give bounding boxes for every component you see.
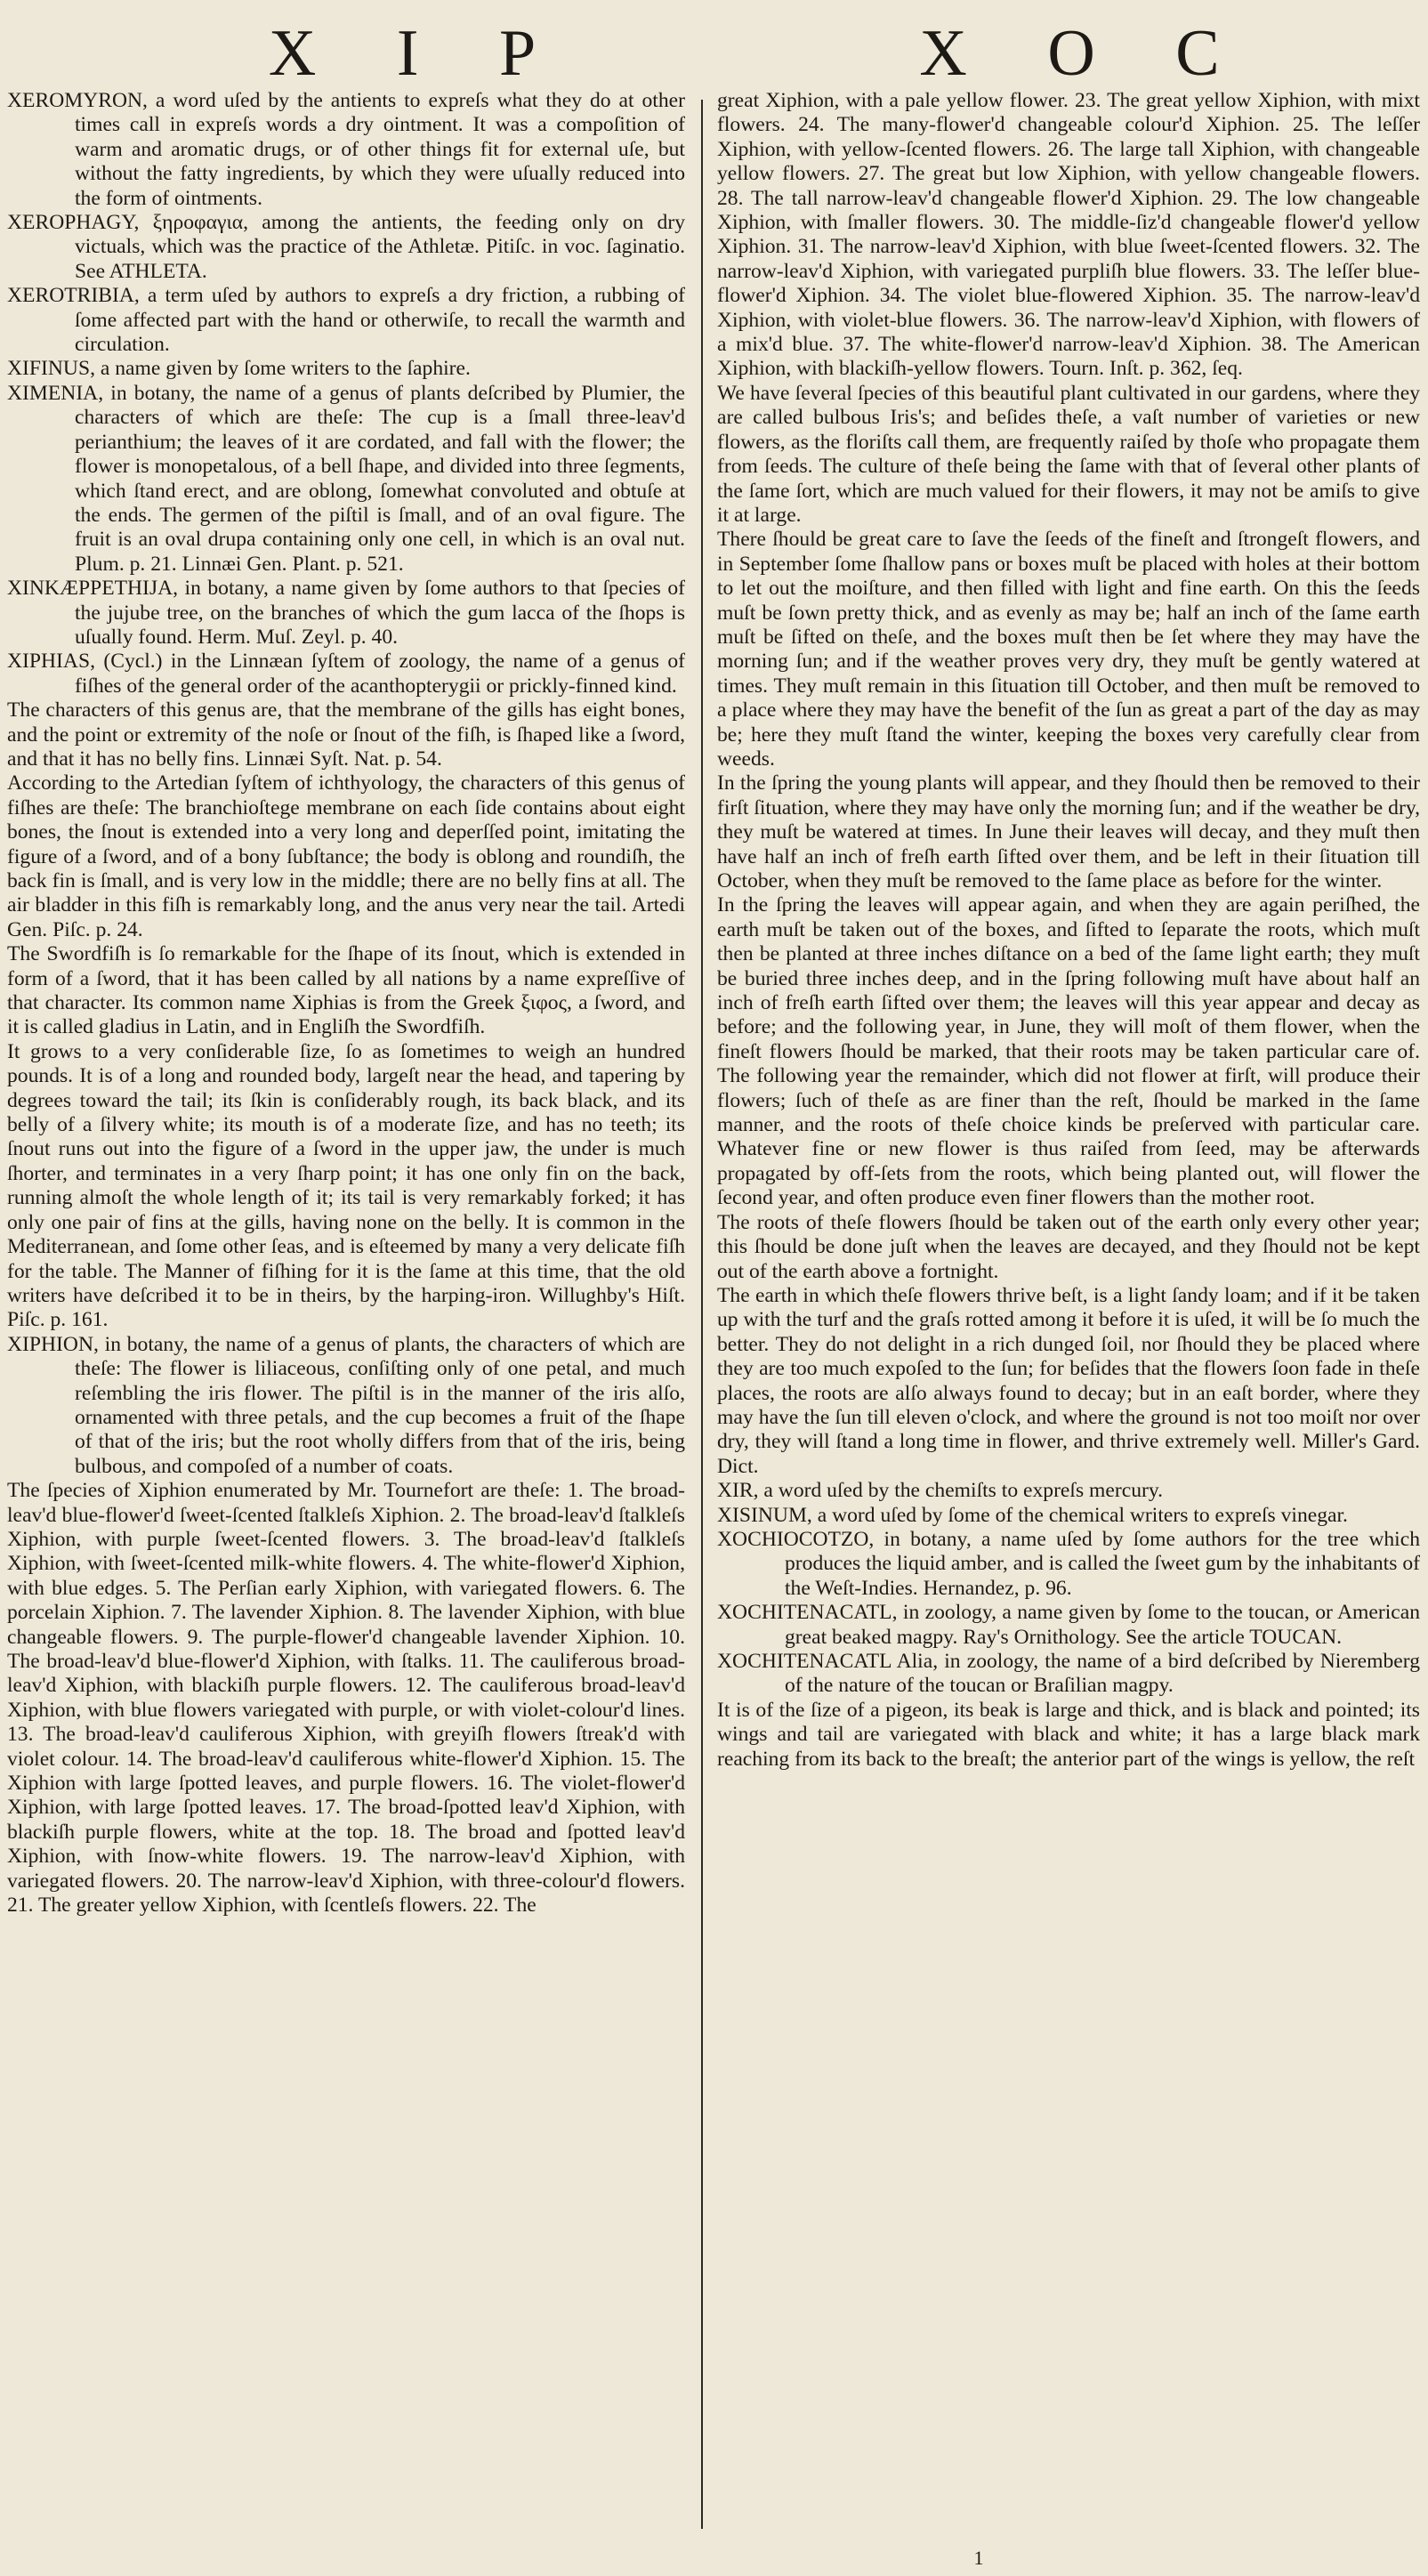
paragraph-soil: The earth in which theſe flowers thrive beſt, is a light ſandy loam; and if it be taken up with the turf and the graſs rotted among it before it is uſed, it will be ſo much the better. They do not delight in a rich dunged ſoil, nor ſhould they be placed where they are too much expoſed to the ſun; for beſides that the flowers ſoon fade in theſe places, the roots are alſo always found to decay; but in an eaſt border, where they may have the ſun till eleven o'clock, and where the ground is not too moiſt nor over dry, they will ſtand a long time in flower, and thrive extremely well. Miller's Gard. Dict.	[717, 1283, 1420, 1478]
paragraph-young-plants: In the ſpring the young plants will appear, and they ſhould then be removed to their firſt ſituation, where they may have only the morning ſun; and if the weather be dry, they muſt be watered at times. In June their leaves will decay, and they muſt then have half an inch of freſh earth ſifted over them, and be left in their ſituation till October, when they muſt be removed to the ſame place as before for the winter.	[717, 771, 1420, 892]
paragraph-lifting-roots: The roots of theſe flowers ſhould be taken out of the earth only every other year; this ſhould be done juſt when the leaves are decayed, and they ſhould not be kept out of the earth above a fortnight.	[717, 1210, 1420, 1283]
paragraph-xiphion-species-continued: great Xiphion, with a pale yellow flower. 23. The great yellow Xiphion, with mixt flowers. 24. The many-flower'd changeable colour'd Xiphion. 25. The leſſer Xiphion, with yellow-ſcented flowers. 26. The large tall Xiphion, with changeable yellow flowers. 27. The great but low Xiphion, with yellow changeable flowers. 28. The tall narrow-leav'd changeable flower'd Xiphion. 29. The low changeable Xiphion, with ſmaller flowers. 30. The middle-ſiz'd changeable flower'd yellow Xiphion. 31. The narrow-leav'd Xiphion, with blue ſweet-ſcented flowers. 32. The narrow-leav'd Xiphion, with variegated purpliſh blue flowers. 33. The leſſer blue-flower'd Xiphion. 34. The violet blue-flowered Xiphion. 35. The narrow-leav'd Xiphion, with violet-blue flowers. 36. The narrow-leav'd Xiphion, with flowers of a mix'd blue. 37. The white-flower'd narrow-leav'd Xiphion. 38. The American Xiphion, with blackiſh-yellow flowers. Tourn. Inſt. p. 362, ſeq.	[717, 89, 1420, 381]
column-divider	[701, 100, 703, 2529]
running-head-left: X I P	[268, 17, 569, 90]
paragraph-swordfish-description: It grows to a very conſiderable ſize, ſo as ſometimes to weigh an hundred pounds. It is of a long and rounded body, largeſt near the head, and tapering by degrees toward the tail; its ſkin is conſiderably rough, its back black, and its belly of a ſilvery white; its mouth is of a moderate ſize, and has no teeth; its ſnout runs out into the figure of a ſword in the upper jaw, the under is much ſhorter, and terminates in a very ſharp point; it has one only fin on the back, running almoſt the whole length of it; its tail is very remarkably forked; it has only one pair of fins at the gills, having none on the belly. It is common in the Mediterranean, and ſome other ſeas, and is eſteemed by many a very delicate fiſh for the table. The Manner of fiſhing for it is the ſame at this time, that the old writers have deſcribed it to be in theirs, by the harping-iron. Willughby's Hiſt. Piſc. p. 161.	[7, 1039, 685, 1332]
entry-ximenia: XIMENIA, in botany, the name of a genus of plants deſcribed by Plumier, the characters of which are theſe: The cup is a ſmall three-leav'd perianthium; the leaves of it are cordated, and fall with the flower; the flower is monopetalous, of a bell ſhape, and divided into three ſegments, which ſtand erect, and are oblong, ſomewhat convoluted and obtuſe at the ends. The germen of the piſtil is ſmall, and of an oval figure. The fruit is an oval drupa containing only one cell, in which is an oval nut. Plum. p. 21. Linnæi Gen. Plant. p. 521.	[7, 381, 685, 576]
paragraph-replanting: In the ſpring the leaves will appear again, and when they are again periſhed, the earth muſt be taken out of the boxes, and ſifted to ſeparate the roots, which muſt then be planted at three inches diſtance on a bed of the ſame light earth; they muſt be buried three inches deep, and in the ſpring following muſt have about half an inch of freſh earth ſifted over them; the leaves will this year appear and decay as before; and the following year, in June, they will moſt of them flower, when the fineſt flowers ſhould be marked, that their roots may be taken particular care of. The following year the remainder, which did not flower at firſt, will produce their flowers; ſuch of theſe as are finer than the reſt, ſhould be marked in the ſame manner, and the roots of theſe choice kinds be preſerved with particular care. Whatever fine or new flower is thus raiſed from ſeed, may be afterwards propagated by off-ſets from the roots, which being planted out, will flower the ſecond year, and often produce even finer flowers than the mother root.	[717, 893, 1420, 1210]
entry-xisinum: XISINUM, a word uſed by ſome of the chemical writers to expreſs vinegar.	[717, 1503, 1348, 1527]
paragraph-sowing-seeds: There ſhould be great care to ſave the ſeeds of the fineſt and ſtrongeſt flowers, and in September ſome ſhallow pans or boxes muſt be placed with holes at their bottom to let out the moiſture, and then filled with light and fine earth. On this the ſeeds muſt be ſown pretty thick, and as evenly as may be; half an inch of the ſame earth muſt be ſifted on theſe, and the boxes muſt then be ſet where they may have the morning ſun; and if the weather proves very dry, they muſt be gently watered at times. They muſt remain in this ſituation till October, and then muſt be removed to a place where they may have the benefit of the ſun as great a part of the day as may be; here they muſt ſtand the winter, keeping the boxes very carefully clear from weeds.	[717, 528, 1420, 771]
right-column	[717, 89, 1420, 2527]
paragraph-bird-description: It is of the ſize of a pigeon, its beak is large and thick, and is black and pointed; its wings and tail are variegated with black and white; it has a large black mark reaching from its back to the breaſt; the anterior part of the wings is yellow, the reſt	[717, 1698, 1420, 1771]
entry-xinkaeppethija: XINKÆPPETHIJA, in botany, a name given by ſome authors to that ſpecies of the jujube tree, on the branches of which the gum lacca of the ſhops is uſually found. Herm. Muſ. Zeyl. p. 40.	[7, 577, 685, 649]
left-column	[7, 89, 685, 2527]
entry-xiphias: XIPHIAS, (Cycl.) in the Linnæan ſyſtem of zoology, the name of a genus of fiſhes of the general order of the acanthopterygii or prickly-finned kind.	[7, 650, 685, 698]
entry-xochitenacatl-alia: XOCHITENACATL Alia, in zoology, the name of a bird deſcribed by Nieremberg of the nature of the toucan or Braſilian magpy.	[717, 1650, 1420, 1698]
paragraph-culture-intro: We have ſeveral ſpecies of this beautiful plant cultivated in our gardens, where they are called bulbous Iris's; and beſides theſe, a vaſt number of varieties or new flowers, as the floriſts call them, are frequently raiſed by thoſe who propagate them from ſeeds. The culture of theſe being the ſame with that of ſeveral other plants of the ſame ſort, which are much valued for their flowers, it may not be amiſs to give it at large.	[717, 381, 1420, 527]
entry-xerophagy: XEROPHAGY, ξηροφαγια, among the antients, the feeding only on dry victuals, which was the practice of the Athletæ. Pitiſc. in voc. ſaginatio. See ATHLETA.	[7, 211, 685, 283]
entry-xeromyron: XEROMYRON, a word uſed by the antients to expreſs what they do at other times call in expreſs words a dry ointment. It was a compoſition of warm and aromatic drugs, or of other things fit for external uſe, but without the fatty ingredients, by which they were uſually reduced into the form of ointments.	[7, 89, 685, 210]
entry-xerotribia: XEROTRIBIA, a term uſed by authors to expreſs a dry friction, a rubbing of ſome affected part with the hand or otherwiſe, to recall the warmth and circulation.	[7, 284, 685, 357]
entry-xochitenacatl: XOCHITENACATL, in zoology, a name given by ſome to the toucan, or American great beaked magpy. Ray's Ornithology. See the article TOUCAN.	[717, 1601, 1420, 1649]
paragraph-swordfish-name: The Swordfiſh is ſo remarkable for the ſhape of its ſnout, which is extended in form of a ſword, that it has been called by all nations by a name expreſſive of that character. Its common name Xiphias is from the Greek ξιφος, a ſword, and it is called gladius in Latin, and in Engliſh the Swordfiſh.	[7, 942, 685, 1039]
paragraph-xiphias-linnaean: The characters of this genus are, that the membrane of the gills has eight bones, and the point or extremity of the noſe or ſnout of the fiſh, is ſhaped like a ſword, and that it has no belly fins. Linnæi Syſt. Nat. p. 54.	[7, 699, 685, 771]
running-head-right: X O C	[919, 17, 1252, 90]
entry-xir: XIR, a word uſed by the chemiſts to expreſs mercury.	[717, 1479, 1164, 1503]
folio-number: 1	[973, 2547, 984, 2569]
entry-xiphion: XIPHION, in botany, the name of a genus of plants, the characters of which are theſe: The flower is liliaceous, conſiſting only of one petal, and much reſembling the iris flower. The piſtil is in the manner of the iris alſo, ornamented with three petals, and the cup becomes a fruit of the ſhape of that of the iris; but the root wholly differs from that of the iris, being bulbous, and compoſed of a number of coats.	[7, 1332, 685, 1478]
entry-xifinus: XIFINUS, a name given by ſome writers to the ſaphire.	[7, 357, 471, 381]
entry-xochiocotzo: XOCHIOCOTZO, in botany, a name uſed by ſome authors for the tree which produces the liquid amber, and is called the ſweet gum by the inhabitants of the Weſt-Indies. Hernandez, p. 96.	[717, 1527, 1420, 1600]
paragraph-xiphias-artedian: According to the Artedian ſyſtem of ichthyology, the characters of this genus of fiſhes are theſe: The branchioſtege membrane on each ſide contains about eight bones, the ſnout is extended into a very long and deperſſed point, imitating the figure of a ſword, and of a bony ſubſtance; the body is oblong and roundiſh, the back fin is ſmall, and is very low in the middle; there are no belly fins at all. The air bladder in this fiſh is remarkably long, and the anus very near the tail. Artedi Gen. Piſc. p. 24.	[7, 771, 685, 941]
paragraph-xiphion-species: The ſpecies of Xiphion enumerated by Mr. Tournefort are theſe: 1. The broad-leav'd blue-flower'd ſweet-ſcented ſtalkleſs Xiphion. 2. The broad-leav'd ſtalkleſs Xiphion, with purple ſweet-ſcented flowers. 3. The broad-leav'd ſtalkleſs Xiphion, with ſweet-ſcented milk-white flowers. 4. The white-flower'd Xiphion, with blue edges. 5. The Perſian early Xiphion, with variegated flowers. 6. The porcelain Xiphion. 7. The lavender Xiphion. 8. The lavender Xiphion, with blue changeable flowers. 9. The purple-flower'd changeable lavender Xiphion. 10. The broad-leav'd blue-flower'd Xiphion, with ſtalks. 11. The cauliferous broad-leav'd Xiphion, with blackiſh purple flowers. 12. The cauliferous broad-leav'd Xiphion, with blue flowers variegated with purple, or with violet-colour'd lines. 13. The broad-leav'd cauliferous Xiphion, with greyiſh flowers ſtreak'd with violet colour. 14. The broad-leav'd cauliferous white-flower'd Xiphion. 15. The Xiphion with large ſpotted leaves, and purple flowers. 16. The violet-flower'd Xiphion, with large ſpotted leaves. 17. The broad-ſpotted leav'd Xiphion, with blackiſh purple flowers, white at the top. 18. The broad and ſpotted leav'd Xiphion, with ſnow-white flowers. 19. The narrow-leav'd Xiphion, with variegated flowers. 20. The narrow-leav'd Xiphion, with three-colour'd flowers. 21. The greater yellow Xiphion, with ſcentleſs flowers. 22. The	[7, 1479, 685, 1918]
